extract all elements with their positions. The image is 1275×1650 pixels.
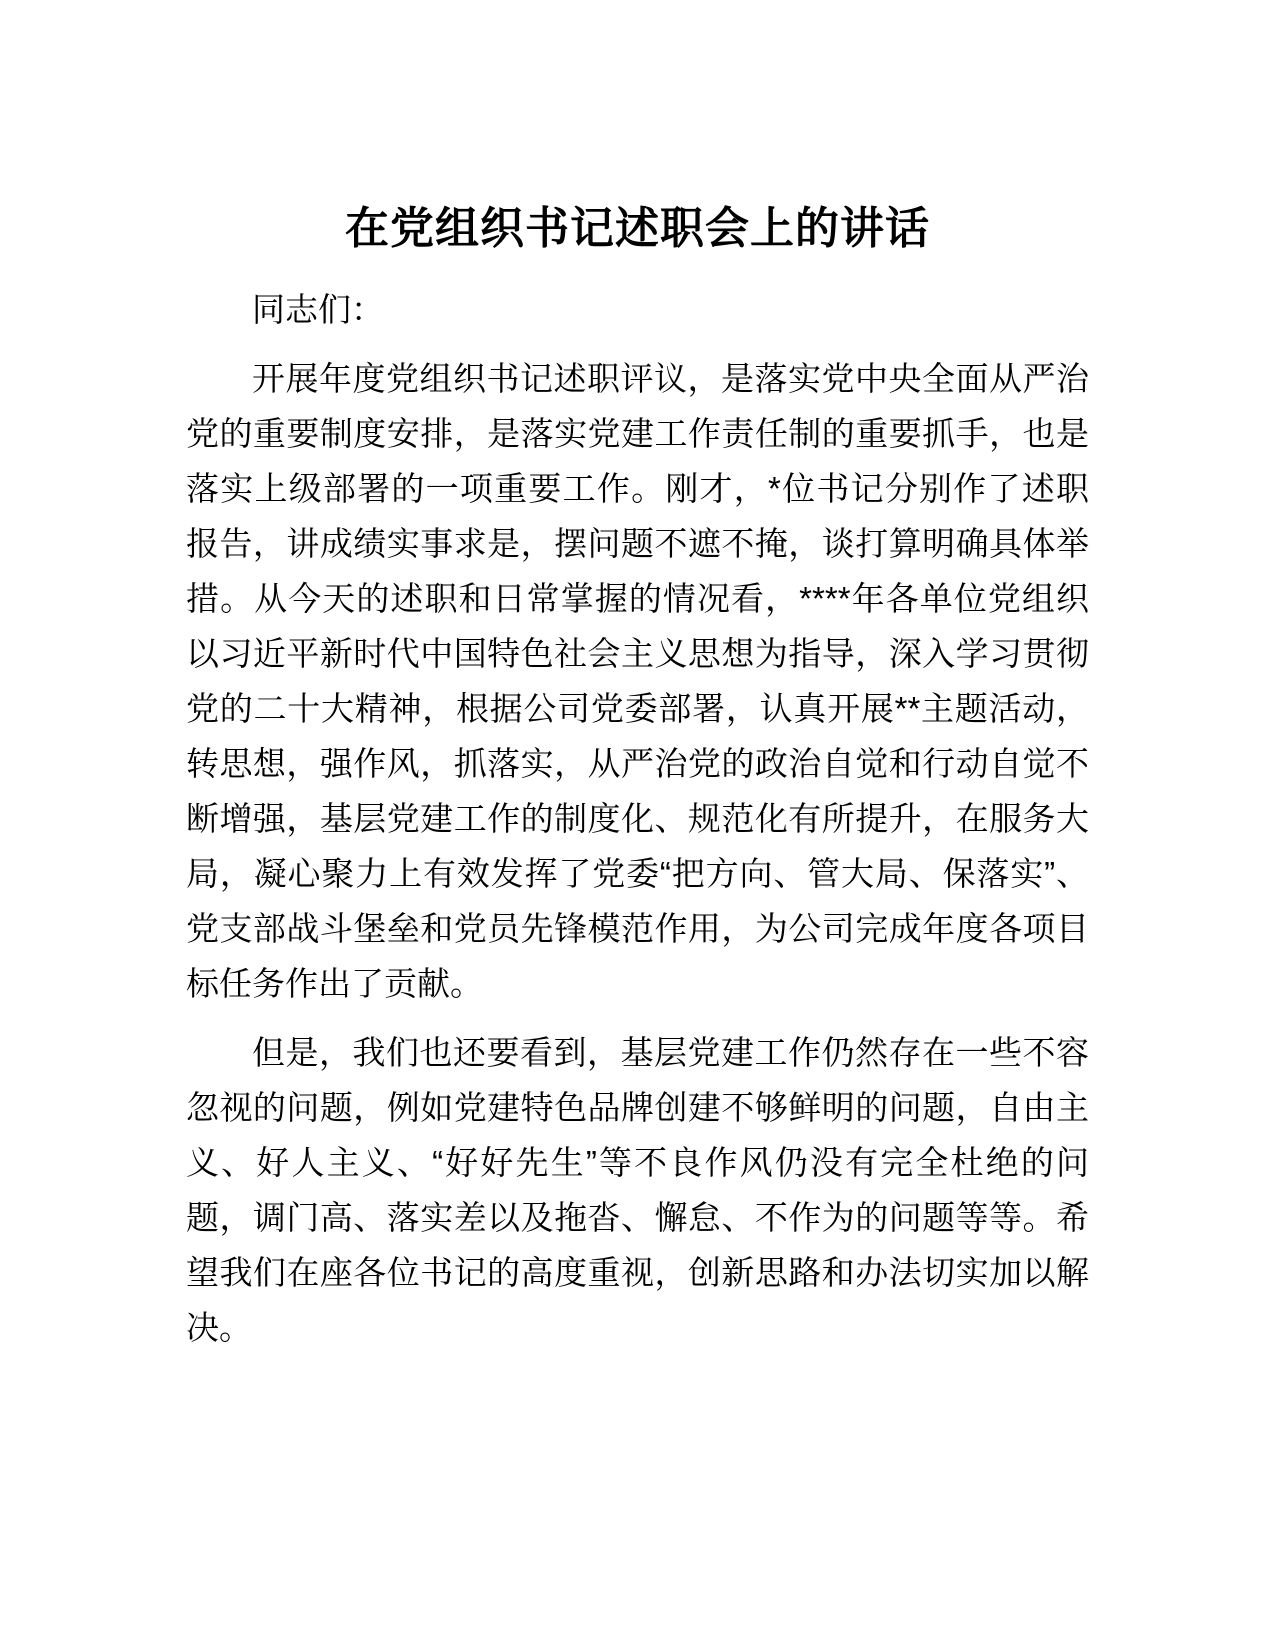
salutation-line: 同志们： [252,291,384,328]
document-title: 在党组织书记述职会上的讲话 [345,204,930,253]
body-paragraph-1: 开展年度党组织书记述职评议，是落实党中央全面从严治党的重要制度安排，是落实党建工作责任制的重要抓手，也是落实上级部署的一项重要工作。刚才，*位书记分别作了述职报告，讲成绩实事求是，摆问题不遮不掩，谈打算明确具体举措。从今天的述职和日常掌握的情况看，****年各单位党组织以习近平新时代中国特色社会主义思想为指导，深入学习贯彻党的二十大精神，根据公司党委部署，认真开展**主题活动，转思想，强作风，抓落实，从严治党的政治自觉和行动自觉不断增强，基层党建工作的制度化、规范化有所提升，在服务大局，凝心聚力上有效发挥了党委“把方向、管大局、保落实”、党支部战斗堡垒和党员先锋模范作用，为公司完成年度各项目标任务作出了贡献。 [186,360,1089,1002]
body-paragraph-2: 但是，我们也还要看到，基层党建工作仍然存在一些不容忽视的问题，例如党建特色品牌创建不够鲜明的问题，自由主义、好人主义、“好好先生”等不良作风仍没有完全杜绝的问题，调门高、落实差以及拖沓、懈怠、不作为的问题等等。希望我们在座各位书记的高度重视，创新思路和办法切实加以解决。 [186,1034,1089,1346]
